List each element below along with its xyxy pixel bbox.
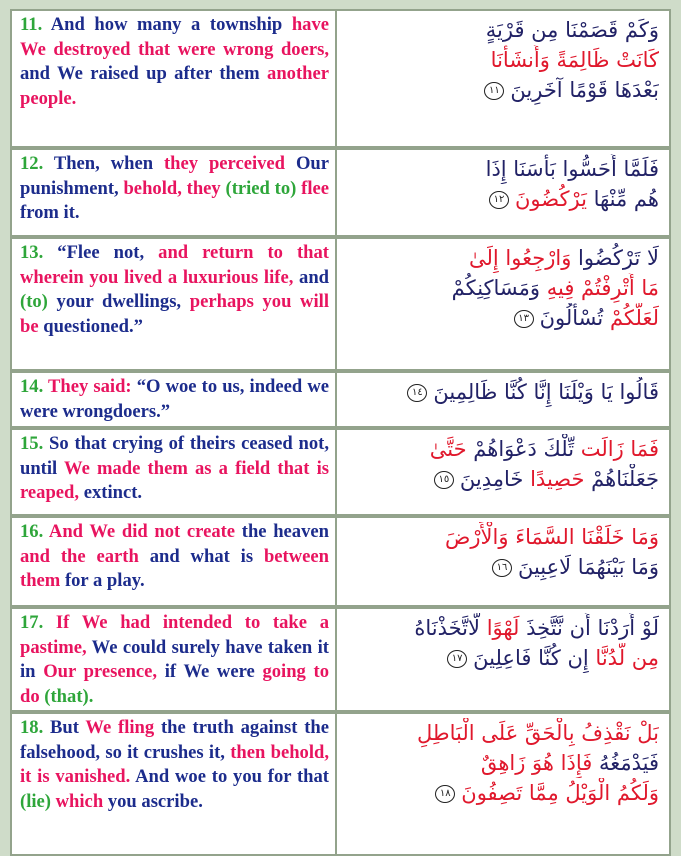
translation-segment: Then, when: [43, 153, 164, 174]
arabic-verse: [337, 430, 669, 514]
verse-row: [10, 371, 671, 428]
verse-number: 13.: [20, 242, 44, 263]
verse-number: 17.: [20, 612, 44, 633]
arabic-segment: فَإِذَا هُوَ زَاهِقٌ: [480, 751, 593, 775]
arabic-verse: [337, 609, 669, 710]
translation-segment: “O woe to us, indeed we were wrongdoers.”: [20, 376, 329, 422]
arabic-segment: خَامِدِينَ: [459, 467, 524, 491]
arabic-segment: كَانَتْ ظَالِمَةً وَأَنشَأْنَا: [490, 48, 659, 72]
arabic-line: [345, 15, 659, 45]
verse-number: 14.: [20, 376, 44, 397]
arabic-line: [345, 552, 659, 582]
verse-number: 12.: [20, 153, 44, 174]
translation-segment: And woe to you for that: [135, 766, 329, 787]
arabic-verse: [337, 714, 669, 854]
translation-segment: So that crying of theirs ceased not, until: [20, 433, 329, 479]
translation-segment: for a play.: [64, 570, 145, 591]
verse-number: 15.: [20, 433, 44, 454]
ayah-number-marker: ١١: [484, 82, 504, 100]
verse-row: [10, 148, 671, 237]
english-translation: [12, 609, 337, 710]
verse-number: 16.: [20, 521, 44, 542]
verse-row: [10, 9, 671, 148]
english-translation: [12, 518, 337, 605]
arabic-segment: وَارْجِعُوا إِلَىٰ: [469, 246, 572, 270]
arabic-line: [345, 434, 659, 464]
english-translation: [12, 430, 337, 514]
arabic-segment: لَعَلَّكُمْ: [603, 306, 659, 330]
arabic-line: [345, 613, 659, 643]
arabic-segment: هُم مِّنْهَا: [586, 187, 659, 211]
verse-row: [10, 237, 671, 371]
english-translation: [12, 239, 337, 369]
arabic-line: [345, 75, 659, 105]
arabic-segment: وَكَمْ قَصَمْنَا مِن قَرْيَةٍ: [485, 18, 659, 42]
arabic-segment: فَيَدْمَغُهُ: [592, 751, 659, 775]
arabic-segment: مَا أُتْرِفْتُمْ فِيهِ: [540, 276, 659, 300]
arabic-segment: وَمَسَاكِنِكُمْ: [451, 276, 541, 300]
translation-segment: the truth against the falsehood, so it crushes it,: [20, 717, 329, 763]
verse-row: [10, 712, 671, 856]
translation-segment: But: [43, 717, 86, 738]
arabic-segment: قَالُوا يَا وَيْلَنَا إِنَّا كُنَّا ظَالِمِينَ: [433, 380, 659, 404]
translation-segment: and: [299, 266, 329, 288]
ayah-number-marker: ١٤: [407, 384, 427, 402]
translation-segment: your dwellings,: [56, 291, 190, 312]
arabic-segment: بَعْدَهَا قَوْمًا آخَرِينَ: [510, 78, 659, 102]
translation-segment: questioned.”: [43, 315, 143, 337]
verse-row: [10, 428, 671, 516]
arabic-line: [345, 643, 659, 673]
arabic-segment: لَا تَرْكُضُوا: [571, 246, 659, 270]
translation-segment: (that).: [44, 685, 94, 707]
translation-segment: if We were: [164, 661, 263, 682]
ayah-number-marker: ١٦: [492, 559, 512, 577]
translation-segment: “Flee not,: [43, 242, 159, 263]
arabic-segment: حَصِيدًا: [523, 467, 585, 491]
translation-segment: (to): [20, 291, 57, 312]
translation-segment: a pastime,: [20, 612, 329, 658]
arabic-line: [345, 748, 659, 778]
translation-segment: Our presence,: [43, 661, 165, 682]
translation-segment: They said:: [43, 376, 137, 397]
english-translation: [12, 11, 337, 146]
arabic-segment: جَعَلْنَاهُمْ: [584, 467, 659, 491]
translation-segment: We made them as a field that is reaped,: [20, 457, 329, 503]
arabic-segment: وَلَكُمُ الْوَيْلُ مِمَّا تَصِفُونَ: [461, 781, 659, 805]
arabic-line: [345, 45, 659, 75]
arabic-verse: [337, 150, 669, 235]
translation-segment: have We destroyed that were wrong doers,: [20, 14, 329, 60]
arabic-verse: [337, 518, 669, 605]
translation-segment: We could surely have taken it in: [20, 636, 329, 682]
arabic-line: [345, 778, 659, 808]
arabic-line: [345, 243, 659, 273]
translation-segment: And We did not create: [43, 521, 242, 542]
arabic-line: [345, 184, 659, 214]
arabic-segment: لَّاتَّخَذْنَاهُ: [414, 616, 481, 640]
arabic-segment: بَلْ نَقْذِفُ بِالْحَقِّ عَلَى الْبَاطِلِ: [417, 721, 659, 745]
arabic-segment: وَمَا خَلَقْنَا السَّمَاءَ وَالْأَرْضَ: [445, 525, 659, 549]
translation-segment: behold, they: [123, 177, 226, 199]
translation-segment: between them: [20, 545, 329, 591]
arabic-line: [345, 464, 659, 494]
arabic-verse: [337, 239, 669, 369]
translation-segment: another people.: [20, 63, 329, 109]
arabic-segment: مِن لَّدُنَّا: [588, 646, 659, 670]
arabic-segment: فَمَا زَالَت: [574, 437, 659, 461]
arabic-segment: لَهْوًا: [480, 616, 520, 640]
verse-row: [10, 607, 671, 712]
translation-segment: perhaps you will be: [20, 291, 329, 337]
translation-segment: which: [55, 790, 108, 812]
arabic-segment: لَوْ أَرَدْنَا أَن نَّتَّخِذَ: [519, 616, 659, 640]
arabic-segment: وَمَا بَيْنَهُمَا لَاعِبِينَ: [517, 555, 659, 579]
translation-segment: you ascribe.: [107, 790, 203, 812]
translation-segment: the heaven: [241, 521, 329, 542]
arabic-segment: إِن كُنَّا فَاعِلِينَ: [473, 646, 589, 670]
arabic-verse: [337, 373, 669, 426]
arabic-line: [345, 377, 659, 407]
verse-number: 18.: [20, 717, 44, 738]
translation-segment: and We raised up after them: [20, 63, 268, 84]
translation-segment: and return to that wherein you lived a luxurious life,: [20, 242, 330, 288]
translation-segment: extinct.: [83, 482, 143, 503]
translation-segment: If We had intended to take: [43, 612, 320, 633]
verse-number: 11.: [20, 14, 43, 35]
translation-segment: (tried to): [225, 177, 302, 199]
translation-segment: going to do: [20, 661, 330, 707]
arabic-line: [345, 718, 659, 748]
arabic-segment: تُسْأَلُونَ: [539, 306, 604, 330]
arabic-segment: حَتَّىٰ: [429, 437, 467, 461]
ayah-number-marker: ١٨: [435, 785, 455, 803]
verse-row: [10, 516, 671, 607]
translation-segment: from it.: [20, 202, 80, 223]
ayah-number-marker: ١٧: [447, 650, 467, 668]
arabic-segment: تِّلْكَ دَعْوَاهُمْ: [466, 437, 575, 461]
translation-segment: they perceived: [163, 153, 296, 174]
translation-segment: We fling: [85, 717, 161, 738]
arabic-line: [345, 154, 659, 184]
arabic-verse: [337, 11, 669, 146]
arabic-segment: يَرْكُضُونَ: [515, 187, 587, 211]
arabic-line: [345, 303, 659, 333]
translation-segment: And how many a township: [42, 14, 292, 35]
ayah-number-marker: ١٥: [434, 471, 454, 489]
ayah-number-marker: ١٢: [489, 191, 509, 209]
arabic-line: [345, 273, 659, 303]
translation-segment: and what is: [149, 545, 264, 567]
english-translation: [12, 714, 337, 854]
translation-segment: then behold, it is vanished.: [20, 741, 329, 787]
translation-segment: flee: [301, 177, 329, 199]
ayah-number-marker: ١٣: [514, 310, 534, 328]
translation-segment: (lie): [20, 790, 56, 812]
arabic-line: [345, 522, 659, 552]
arabic-segment: فَلَمَّا أَحَسُّوا بَأْسَنَا إِذَا: [485, 157, 659, 181]
translation-segment: Our punishment,: [20, 153, 329, 199]
translation-segment: and the earth: [20, 545, 150, 567]
english-translation: [12, 373, 337, 426]
english-translation: [12, 150, 337, 235]
